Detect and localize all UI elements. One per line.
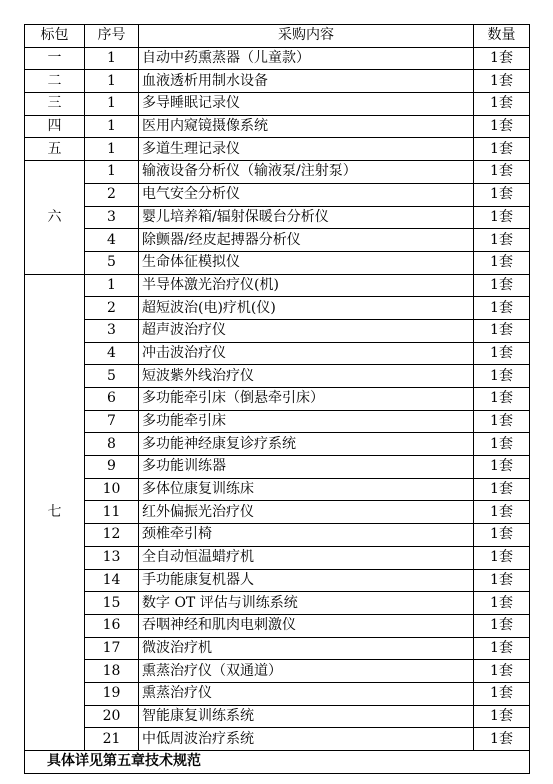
package-cell: 六	[25, 161, 85, 274]
no-cell: 12	[85, 524, 139, 547]
no-cell: 3	[85, 319, 139, 342]
qty-cell: 1套	[474, 274, 530, 297]
item-cell: 输液设备分析仪（输液泵/注射泵）	[139, 161, 474, 184]
item-cell: 熏蒸治疗仪（双通道）	[139, 660, 474, 683]
table-row	[25, 388, 530, 411]
item-cell: 熏蒸治疗仪	[139, 682, 474, 705]
footer-row	[25, 751, 530, 774]
qty-cell: 1套	[474, 138, 530, 161]
no-cell: 13	[85, 546, 139, 569]
item-cell: 超短波治(电)疗机(仪)	[139, 297, 474, 320]
qty-cell: 1套	[474, 569, 530, 592]
item-cell: 多功能训练器	[139, 456, 474, 479]
no-cell: 10	[85, 478, 139, 501]
qty-cell: 1套	[474, 705, 530, 728]
item-cell: 多导睡眠记录仪	[139, 93, 474, 116]
table-row	[25, 251, 530, 274]
item-cell: 婴儿培养箱/辐射保暖台分析仪	[139, 206, 474, 229]
table-row	[25, 115, 530, 138]
no-cell: 15	[85, 592, 139, 615]
item-cell: 中低周波治疗系统	[139, 728, 474, 751]
item-cell: 半导体激光治疗仪(机)	[139, 274, 474, 297]
table-row	[25, 592, 530, 615]
no-cell: 9	[85, 456, 139, 479]
no-cell: 1	[85, 70, 139, 93]
table-row	[25, 569, 530, 592]
qty-cell: 1套	[474, 365, 530, 388]
header-no: 序号	[85, 25, 139, 48]
package-cell: 一	[25, 47, 85, 70]
table-row	[25, 229, 530, 252]
no-cell: 11	[85, 501, 139, 524]
header-package: 标包	[25, 25, 85, 48]
table-row	[25, 546, 530, 569]
qty-cell: 1套	[474, 229, 530, 252]
table-row	[25, 70, 530, 93]
qty-cell: 1套	[474, 115, 530, 138]
qty-cell: 1套	[474, 47, 530, 70]
no-cell: 1	[85, 93, 139, 116]
qty-cell: 1套	[474, 161, 530, 184]
table-row	[25, 456, 530, 479]
no-cell: 3	[85, 206, 139, 229]
qty-cell: 1套	[474, 342, 530, 365]
table-row	[25, 342, 530, 365]
no-cell: 2	[85, 183, 139, 206]
no-cell: 4	[85, 229, 139, 252]
item-cell: 多道生理记录仪	[139, 138, 474, 161]
procurement-table	[24, 24, 530, 774]
item-cell: 多功能牵引床（倒悬牵引床）	[139, 388, 474, 411]
header-row	[25, 25, 530, 48]
item-cell: 除颤器/经皮起搏器分析仪	[139, 229, 474, 252]
no-cell: 16	[85, 614, 139, 637]
item-cell: 冲击波治疗仪	[139, 342, 474, 365]
table-row	[25, 524, 530, 547]
footer-note: 具体详见第五章技术规范	[25, 751, 530, 774]
qty-cell: 1套	[474, 682, 530, 705]
table-row	[25, 274, 530, 297]
table-row	[25, 161, 530, 184]
package-cell: 五	[25, 138, 85, 161]
qty-cell: 1套	[474, 546, 530, 569]
qty-cell: 1套	[474, 93, 530, 116]
table-row	[25, 660, 530, 683]
qty-cell: 1套	[474, 660, 530, 683]
item-cell: 超声波治疗仪	[139, 319, 474, 342]
item-cell: 自动中药熏蒸器（儿童款）	[139, 47, 474, 70]
qty-cell: 1套	[474, 319, 530, 342]
no-cell: 8	[85, 433, 139, 456]
qty-cell: 1套	[474, 456, 530, 479]
qty-cell: 1套	[474, 478, 530, 501]
qty-cell: 1套	[474, 183, 530, 206]
table-row	[25, 637, 530, 660]
item-cell: 红外偏振光治疗仪	[139, 501, 474, 524]
table-row	[25, 682, 530, 705]
table-row	[25, 365, 530, 388]
item-cell: 多功能神经康复诊疗系统	[139, 433, 474, 456]
item-cell: 全自动恒温蜡疗机	[139, 546, 474, 569]
no-cell: 20	[85, 705, 139, 728]
qty-cell: 1套	[474, 524, 530, 547]
item-cell: 手功能康复机器人	[139, 569, 474, 592]
qty-cell: 1套	[474, 592, 530, 615]
qty-cell: 1套	[474, 388, 530, 411]
item-cell: 数字 OT 评估与训练系统	[139, 592, 474, 615]
package-cell: 七	[25, 274, 85, 750]
no-cell: 7	[85, 410, 139, 433]
qty-cell: 1套	[474, 206, 530, 229]
qty-cell: 1套	[474, 410, 530, 433]
qty-cell: 1套	[474, 297, 530, 320]
no-cell: 1	[85, 274, 139, 297]
table-row	[25, 47, 530, 70]
table-row	[25, 433, 530, 456]
item-cell: 血液透析用制水设备	[139, 70, 474, 93]
no-cell: 21	[85, 728, 139, 751]
no-cell: 1	[85, 161, 139, 184]
table-row	[25, 297, 530, 320]
item-cell: 医用内窥镜摄像系统	[139, 115, 474, 138]
table-row	[25, 138, 530, 161]
no-cell: 6	[85, 388, 139, 411]
item-cell: 智能康复训练系统	[139, 705, 474, 728]
table-row	[25, 501, 530, 524]
table-row	[25, 93, 530, 116]
table-row	[25, 206, 530, 229]
qty-cell: 1套	[474, 501, 530, 524]
package-cell: 三	[25, 93, 85, 116]
header-qty: 数量	[474, 25, 530, 48]
item-cell: 多功能牵引床	[139, 410, 474, 433]
qty-cell: 1套	[474, 614, 530, 637]
table-row	[25, 478, 530, 501]
item-cell: 吞咽神经和肌肉电刺激仪	[139, 614, 474, 637]
header-item: 采购内容	[139, 25, 474, 48]
no-cell: 19	[85, 682, 139, 705]
item-cell: 多体位康复训练床	[139, 478, 474, 501]
item-cell: 生命体征模拟仪	[139, 251, 474, 274]
qty-cell: 1套	[474, 637, 530, 660]
qty-cell: 1套	[474, 728, 530, 751]
table-row	[25, 410, 530, 433]
table-row	[25, 614, 530, 637]
no-cell: 2	[85, 297, 139, 320]
no-cell: 14	[85, 569, 139, 592]
no-cell: 18	[85, 660, 139, 683]
item-cell: 颈椎牵引椅	[139, 524, 474, 547]
qty-cell: 1套	[474, 433, 530, 456]
package-cell: 二	[25, 70, 85, 93]
no-cell: 17	[85, 637, 139, 660]
table-row	[25, 319, 530, 342]
qty-cell: 1套	[474, 70, 530, 93]
item-cell: 短波紫外线治疗仪	[139, 365, 474, 388]
qty-cell: 1套	[474, 251, 530, 274]
table-row	[25, 183, 530, 206]
table-row	[25, 705, 530, 728]
no-cell: 5	[85, 251, 139, 274]
item-cell: 电气安全分析仪	[139, 183, 474, 206]
package-cell: 四	[25, 115, 85, 138]
item-cell: 微波治疗机	[139, 637, 474, 660]
no-cell: 1	[85, 47, 139, 70]
no-cell: 5	[85, 365, 139, 388]
no-cell: 4	[85, 342, 139, 365]
no-cell: 1	[85, 115, 139, 138]
table-row	[25, 728, 530, 751]
no-cell: 1	[85, 138, 139, 161]
